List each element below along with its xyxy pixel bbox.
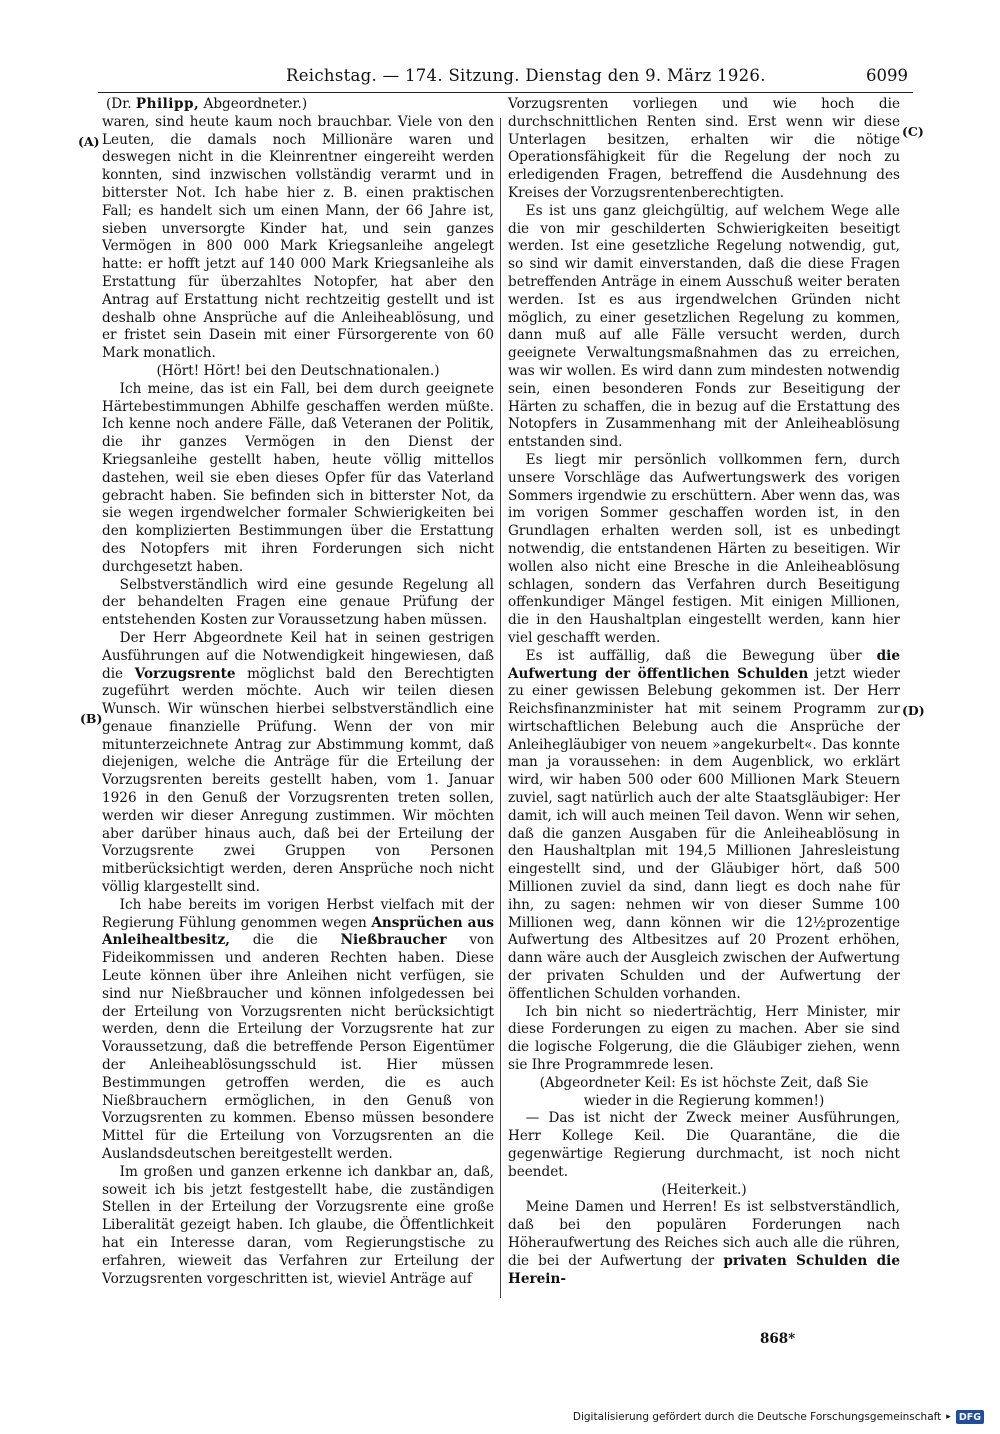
emphasis: Nießbraucher — [340, 932, 447, 949]
text-run: Es ist auffällig, daß die Bewegung über — [525, 647, 862, 664]
text-run: möglichst bald den Berechtigten zugeführt werden möchte. Auch wir teilen diesen Wunsch. Wir wünschen hierbei selbstverständlich eine genaue finanzielle Prüfung. Wenn der von mir mitunterzeichnete Antrag zur Abstimmung kommt, daß diejenigen, welche die Anträge für die Erteilung der Vorzugsrenten bereits gestellt haben, vom 1. Januar 1926 in den Genuß der Vorzugsrenten treten sollen, werden wir dieser Anregung zustimmen. Wir möchten aber darüber hinaus auch, daß bei der Erteilung der Vorzugsrente zwei Gruppen von Personen mitberücksichtigt werden, deren Ansprüche noch nicht völlig klargestellt sind. — [102, 665, 495, 896]
text-run: von Fideikommissen und anderen Rechten haben. Diese Leute können über ihre Anleihen nicht verfügen, sie sind nur Nießbraucher und können infolgedessen bei der Erteilung von Vorzugsrenten nicht berücksichtigt werden, denn die Erteilung der Vorzugsrente hat zur Voraussetzung, daß die betreffende Person Eigentümer der Anleiheablösungsschuld ist. Hier müssen Bestimmungen getroffen werden, die es auch Nießbrauchern ermöglichen, in den Genuß von Vorzugsrenten zu kommen. Ebenso müssen besondere Mittel für die Erteilung von Vorzugsrenten an die Auslandsdeutschen bereitgestellt werden. — [102, 932, 494, 1163]
margin-mark-a: (A) — [78, 134, 100, 149]
signature-mark: 868* — [760, 1331, 796, 1347]
interjection: (Hört! Hört! bei den Deutschnationalen.) — [156, 362, 440, 379]
interjection: (Heiterkeit.) — [661, 1181, 747, 1198]
margin-mark-c: (C) — [902, 124, 924, 139]
paragraph — [508, 648, 900, 1004]
emphasis: die Aufwertung der öffentlichen Schulden — [508, 647, 900, 682]
digitization-footer — [573, 1410, 984, 1424]
text-run: Ich habe bereits im vorigen Herbst vielfach mit der Regierung Fühlung genommen wegen — [102, 896, 494, 931]
right-column — [508, 96, 900, 1288]
speaker-role: Abgeordneter.) — [203, 96, 308, 112]
paragraph — [508, 1199, 900, 1288]
text-run: Meine Damen und Herren! Es ist selbstverständlich, daß bei den populären Forderungen nach Höheraufwertung des Reiches sich auch alle die rühren, die bei der Aufwertung der — [508, 1199, 900, 1269]
paragraph: — Das ist nicht der Zweck meiner Ausführungen, Herr Kollege Keil. Die Quarantäne, die die gegenwärtige Regierung durchmacht, ist noch nicht beendet. — [508, 1110, 900, 1180]
footer-text: Digitalisierung gefördert durch die Deutsche Forschungsgemeinschaft — [572, 1411, 942, 1423]
paragraph: waren, sind heute kaum noch brauchbar. Viele von den Leuten, die damals noch Millionäre waren und deswegen nicht in die Kleinrentner eingereiht werden konnten, sind inzwischen vollständig verarmt und in bitterster Not. Ich habe hier z. B. einen praktischen Fall; es handelt sich um einen Mann, der 66 Jahre ist, sieben unversorgte Kinder hat, und sein ganzes Vermögen in 800 000 Mark Kriegsanleihe angelegt hatte: er hofft jetzt auf 140 000 Mark Kriegsanleihe als Erstattung für überzahltes Notopfer, hat aber den Antrag auf Erstattung nicht rechtzeitig gestellt und ist deshalb ohne Ansprüche auf die Anleiheablösung, und er fristet sein Dasein mit einer Fürsorgerente von 60 Mark monatlich. — [102, 113, 494, 362]
speaker-prefix: (Dr. — [106, 96, 132, 112]
speaker-line — [102, 96, 494, 114]
emphasis: Ansprüchen aus Anleihealtbesitz, — [102, 914, 495, 949]
interjection: (Abgeordneter Keil: Es ist höchste Zeit, daß Sie wieder in die Regierung kommen!) — [539, 1074, 869, 1109]
text-run: Der Herr Abgeordnete Keil hat in seinen gestrigen Ausführungen auf die Notwendigkeit hingewiesen, daß die — [102, 629, 494, 682]
emphasis: privaten Schulden die Herein- — [508, 1252, 900, 1287]
speaker-name: Philipp, — [135, 96, 200, 112]
left-column — [102, 96, 494, 1288]
paragraph: Selbstverständlich wird eine gesunde Regelung all der behandelten Fragen eine genaue Prüfung der entstehenden Kosten zur Voraussetzung haben müssen. — [102, 576, 494, 629]
paragraph: Es liegt mir persönlich vollkommen fern, durch unsere Vorschläge das Aufwertungswerk des vorigen Sommers irgendwie zu erschüttern. Aber wenn das, was im vorigen Sommer geschaffen worden ist, in den Grundlagen erhalten werden soll, ist es unbedingt notwendig, die entstandenen Härten zu beseitigen. Wir wollen also nicht eine Bresche in die Anleiheablösung schlagen, sondern das Verfahren durch Beseitigung offenkundiger Mängel festigen. Mit einigen Millionen, die in den Haushaltplan eingestellt werden, kann hier viel geschafft werden. — [508, 451, 900, 646]
margin-mark-b: (B) — [80, 711, 103, 726]
running-title: Reichstag. — 174. Sitzung. Dienstag den 9. März 1926. — [286, 66, 766, 85]
emphasis: Vorzugsrente — [134, 665, 236, 682]
running-header — [98, 62, 913, 93]
margin-mark-d: (D) — [902, 703, 925, 718]
paragraph: Ich meine, das ist ein Fall, bei dem durch geeignete Härtebestimmungen Abhilfe geschaffen werden müßte. Ich kenne noch andere Fälle, daß Veteranen der Politik, die ihr ganzes Vermögen in den Dienst der Kriegsanleihe gestellt haben, heute völlig mittellos dastehen, weil sie eben dieses Opfer für das Vaterland gebracht haben. Sie befinden sich in bitterster Not, da sie wegen irgendwelcher formaler Schwierigkeiten bei den komplizierten Bestimmungen über die Erstattung des Notopfers mit ihren Forderungen sich nicht durchgesetzt haben. — [102, 380, 494, 575]
column-divider — [500, 118, 501, 1298]
paragraph: Im großen und ganzen erkenne ich dankbar an, daß, soweit ich bis jetzt festgestellt habe, die zuständigen Stellen in der Erteilung der Vorzugsrente eine große Liberalität gezeigt haben. Ich glaube, die Öffentlichkeit hat ein Interesse daran, vom Regierungstische zu erfahren, wieweit das Verfahren zur Erteilung der Vorzugsrenten vorgeschritten ist, wieviel Anträge auf — [102, 1163, 494, 1287]
dfg-logo: DFG — [956, 1410, 984, 1424]
paragraph: Es ist uns ganz gleichgültig, auf welchem Wege alle die von mir geschilderten Schwierigkeiten beseitigt werden. Ist eine gesetzliche Regelung notwendig, gut, so sind wir damit einverstanden, daß die diese Fragen betreffenden Anträge in einem Ausschuß weiter beraten werden. Ist es aus irgendwelchen Gründen nicht möglich, zu einer gesetzlichen Regelung zu kommen, dann muß auf alle Fälle versucht werden, durch geeignete Verwaltungsmaßnahmen das zu erreichen, was wir wollen. Es wird dann zum mindesten notwendig sein, einen besonderen Fonds zur Beseitigung der Härten zu schaffen, die in bezug auf die Erstattung des Notopfers in Zusammenhang mit der Anleiheablösung entstanden sind. — [508, 202, 900, 451]
page-number: 6099 — [866, 66, 908, 85]
paragraph: Vorzugsrenten vorliegen und wie hoch die durchschnittlichen Renten sind. Erst wenn wir diese Unterlagen besitzen, erhalten wir die nötige Operationsfähigkeit für die Regelung der noch zu erledigenden Fragen, betreffend die Ausdehnung des Kreises der Vorzugsrentenberechtigten. — [508, 96, 900, 201]
paragraph — [102, 897, 494, 1164]
paragraph — [102, 630, 494, 897]
text-run: jetzt wieder zu einer gewissen Belebung gekommen ist. Der Herr Reichsfinanzminister hat mit seinem Programm zur wirtschaftlichen Belebung auch die Ansprüche der Anleihegläubiger von neuem »angekurbelt«. Das konnte man ja voraussehen: in dem Augenblick, wo erklärt wird, wir haben 500 oder 600 Millionen Mark Steuern zuviel, sagt natürlich auch der alte Staatsgläubiger: Her damit, ich will auch meinen Teil davon. Wenn wir sehen, daß die ganzen Ausgaben für die Anleiheablösung in den Haushaltplan mit 194,5 Millionen Jahresleistung eingestellt sind, und der Gläubiger hört, daß 500 Millionen zuviel da sind, dann liegt es doch nahe für ihn, zu sagen: nehmen wir von dieser Summe 100 Millionen weg, dann können wir die 12½prozentige Aufwertung des Altbesitzes auf 20 Prozent erhöhen, dann wäre auch der Ausgleich zwischen der Aufwertung der privaten Schulden und der Aufwertung der öffentlichen Schulden vorhanden. — [508, 665, 900, 1002]
text-run: die die — [252, 932, 318, 949]
arrow-icon: ▸ — [946, 1412, 951, 1422]
paragraph: Ich bin nicht so niederträchtig, Herr Minister, mir diese Forderungen zu eigen zu machen. Aber sie sind die logische Folgerung, die die Gläubiger ziehen, wenn sie Ihre Programmrede lesen. — [508, 1003, 900, 1074]
